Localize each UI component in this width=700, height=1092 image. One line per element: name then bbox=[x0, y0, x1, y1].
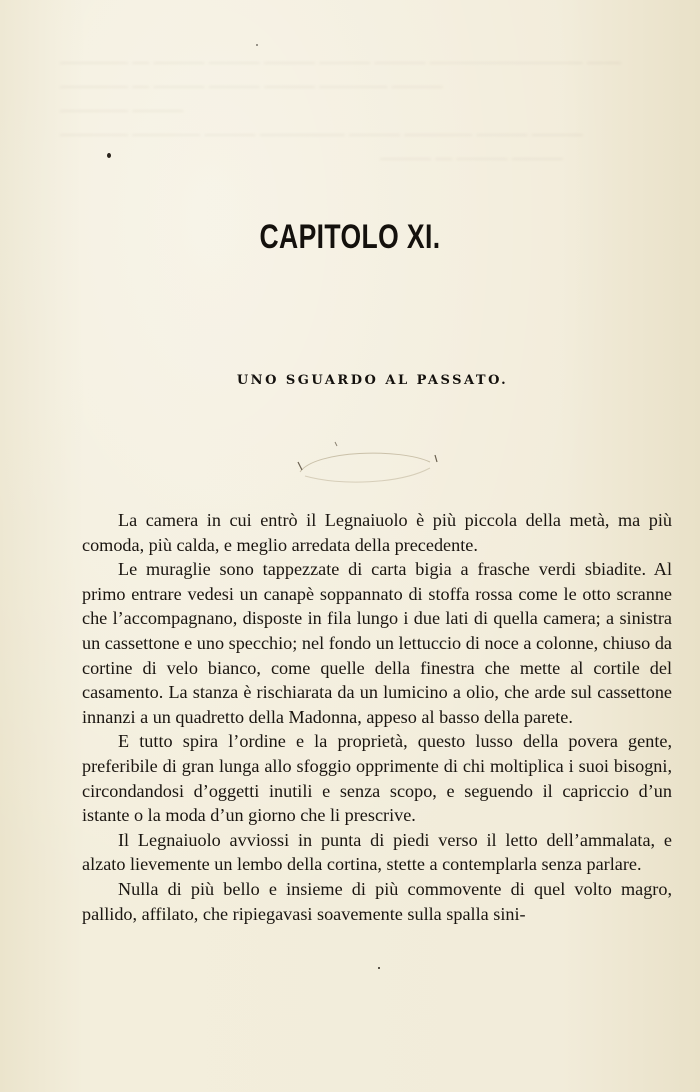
bleed-through-line: ———— ———— ——— ————— ——— ———— ——— ——— bbox=[60, 124, 583, 143]
paragraph: La camera in cui entrò il Legnaiuolo è più piccola della metà, ma più comoda, più calda, e meglio arredata della precedente. bbox=[82, 510, 672, 555]
ink-speck bbox=[378, 967, 380, 969]
ink-speck bbox=[256, 44, 258, 46]
paragraph: Nulla di più bello e insieme di più commovente di quel volto magro, pallido, affilato, che ripiegavasi soavemente sulla spalla sini- bbox=[82, 878, 672, 924]
paragraph: Le muraglie sono tappezzate di carta bigia a frasche verdi sbiadite. Al primo entrare vedesi un canapè soppannato di stoffa rossa come le otto scranne che l’accompagnano, disposte in fila lungo i due lati di quella camera; a sinistra un cassettone e uno specchio; nel fondo un lettuccio di noce a colonne, chiuso da cortine di velo bianco, come quelle della finestra che mette al cortile del casamento. La stanza è rischiarata da un lumicino a olio, che arde sul cassettone innanzi a un quadretto della Madonna, appeso al basso della parete. bbox=[82, 559, 672, 727]
paragraph: E tutto spira l’ordine e la proprietà, questo lusso della povera gente, preferibile di gran lunga allo sfoggio opprimente di chi moltiplica i suoi bisogni, circondandosi d’oggetti inutili e senza scopo, e seguendo il capriccio d’un istante o la moda d’un giorno che li prescrive. bbox=[82, 731, 672, 826]
chapter-subtitle: UNO SGUARDO AL PASSATO. bbox=[236, 373, 509, 388]
chapter-title: CAPITOLO XI. bbox=[259, 218, 441, 256]
bleed-through-line: ——— — ——— ——— bbox=[380, 148, 563, 167]
body-text bbox=[82, 508, 672, 926]
ornament-flourish bbox=[280, 440, 450, 490]
bleed-through-line: ———— ——— bbox=[60, 100, 184, 119]
bleed-through-line: ———— — ——— ——— ——— ——— ——— ————————— —— bbox=[60, 52, 621, 71]
bleed-through-line: ———— — ——— ——— ——— ———— ——— bbox=[60, 76, 443, 95]
paragraph: Il Legnaiuolo avviossi in punta di piedi verso il letto dell’ammalata, e alzato lievemente un lembo della cortina, stette a contemplarla senza parlare. bbox=[82, 829, 672, 875]
ink-speck bbox=[107, 153, 111, 158]
